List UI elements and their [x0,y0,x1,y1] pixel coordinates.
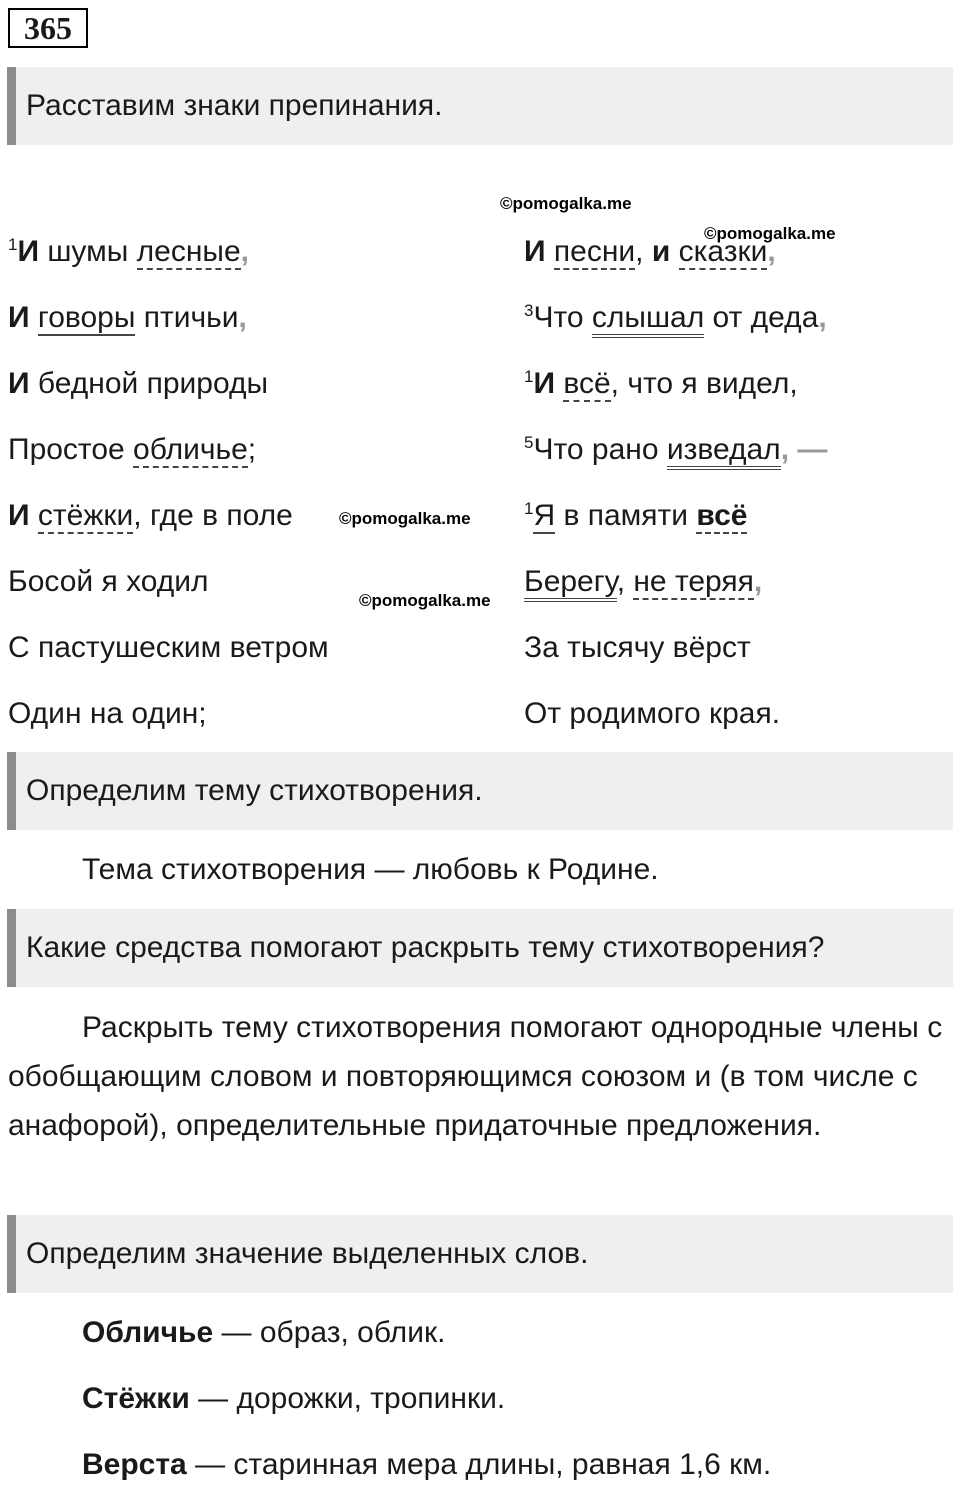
definition-item [82,1381,505,1417]
definition-term: Стёжки [82,1382,190,1415]
poem-line: Босой я ходил [8,565,209,598]
poem-line: Берегу, не теряя, [524,564,762,600]
definition-term: Обличье [82,1316,214,1349]
heading-text: Расставим знаки препинания. [26,89,443,122]
heading-text: Определим тему стихотворения. [26,774,483,807]
poem-line: Один на один; [8,697,207,730]
poem-line: $^5$Что рано изведал, — [524,432,827,468]
definition-item [82,1447,771,1483]
heading-text: Определим значение выделенных слов. [26,1237,589,1270]
section-heading-definitions [7,1215,953,1293]
poem-line: И стёжки, где в поле [8,499,293,532]
poem-line: С пастушеским ветром [8,631,329,664]
poem-line: $^1$И шумы лесные, [8,235,249,268]
poem-line: И песни, и сказки, [524,235,776,268]
watermark: ©pomogalka.me [500,194,632,213]
poem-line: От родимого края. [524,697,781,730]
section-heading-theme [7,752,953,830]
definition-term: Верста [82,1448,187,1481]
definition-text: — дорожки, тропинки. [189,1382,506,1415]
poem-line: И говоры птичьи, [8,301,247,334]
section-heading-means [7,909,953,987]
watermark: ©pomogalka.me [359,591,491,610]
definition-text: — старинная мера длины, равная 1,6 км. [186,1448,772,1481]
watermark: ©pomogalka.me [704,224,836,243]
poem-line: За тысячу вёрст [524,631,751,664]
poem-line: Простое обличье; [8,433,257,466]
watermark: ©pomogalka.me [339,509,471,528]
definition-item [82,1315,445,1351]
means-answer: Раскрыть тему стихотворения помогают однородные члены с обобщающим словом и повторяющимся союзом и (в том числе с анафорой), определительные придаточные предложения. [8,1011,943,1142]
heading-text: Какие средства помогают раскрыть тему стихотворения? [26,931,825,964]
section-heading-punctuation [7,67,953,145]
poem-line: $^1$И всё, что я видел, [524,367,798,400]
poem-line: $^1$Я в памяти всё [524,499,748,532]
poem-line: $^3$Что слышал от деда, [524,300,827,336]
exercise-number: 365 [8,8,88,48]
theme-answer: Тема стихотворения — любовь к Родине. [82,853,659,886]
poem-line: И бедной природы [8,367,269,400]
definition-text: — образ, облик. [213,1316,446,1349]
